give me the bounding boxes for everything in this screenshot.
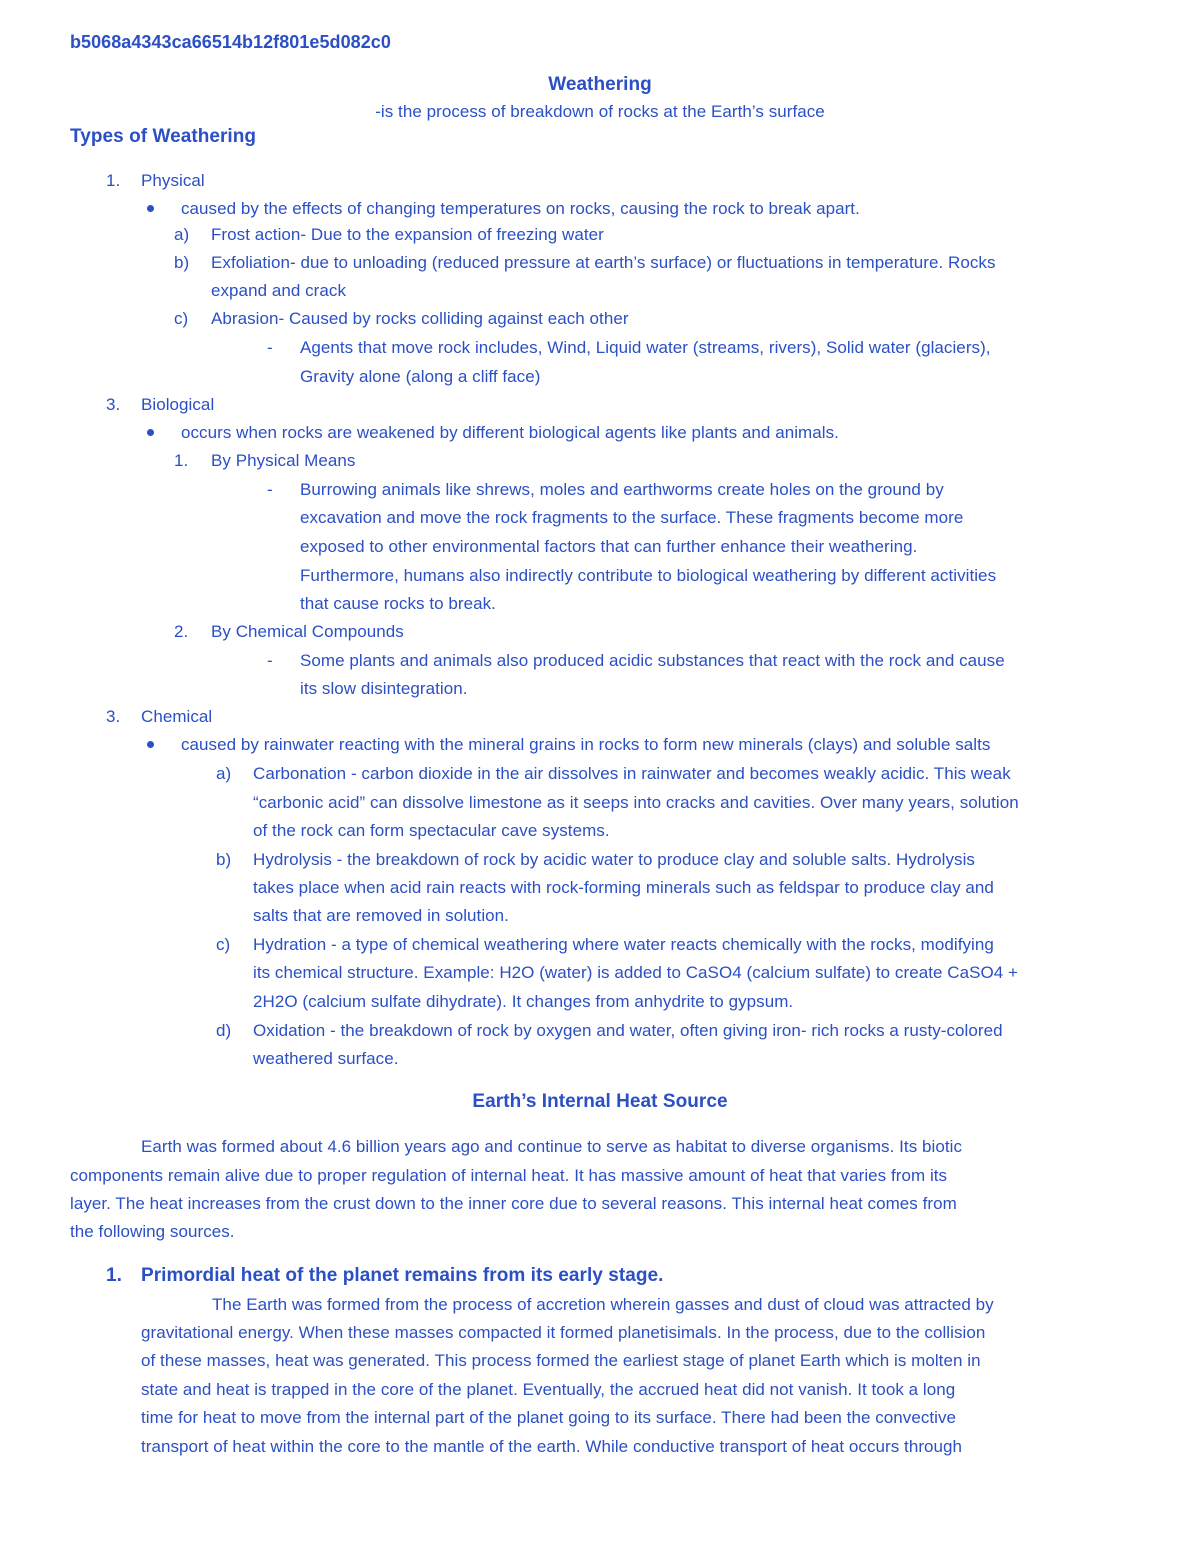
- list-marker: 1.: [174, 451, 189, 470]
- physical-means-line: Furthermore, humans also indirectly contribute to biological weathering by different activities: [300, 566, 997, 585]
- carbonation-line: “carbonic acid” can dissolve limestone as it seeps into cracks and cavities. Over many years, solution: [253, 793, 1019, 812]
- oxidation-line: weathered surface.: [253, 1049, 399, 1068]
- intro-line: the following sources.: [70, 1222, 235, 1241]
- list-marker: 1.: [106, 171, 121, 190]
- abrasion-text: Abrasion- Caused by rocks colliding against each other: [211, 309, 629, 328]
- list-marker: c): [174, 309, 189, 328]
- types-heading: Types of Weathering: [70, 126, 257, 147]
- primordial-heat-line: transport of heat within the core to the mantle of the earth. While conductive transport of heat occurs through: [141, 1437, 963, 1456]
- physical-summary: caused by the effects of changing temperatures on rocks, causing the rock to break apart.: [181, 199, 860, 218]
- physical-means-label: By Physical Means: [211, 451, 356, 470]
- oxidation-line: Oxidation - the breakdown of rock by oxygen and water, often giving iron- rich rocks a rusty-colored: [253, 1021, 1003, 1040]
- dash-marker: -: [267, 651, 273, 670]
- exfoliation-line: Exfoliation- due to unloading (reduced pressure at earth’s surface) or fluctuations in temperature. Rocks: [211, 253, 996, 272]
- hydrolysis-line: salts that are removed in solution.: [253, 906, 509, 925]
- list-marker: b): [174, 253, 190, 272]
- chemical-compounds-line: its slow disintegration.: [300, 679, 468, 698]
- intro-line: components remain alive due to proper regulation of internal heat. It has massive amount of heat that varies from its: [70, 1166, 948, 1185]
- document-id: b5068a4343ca66514b12f801e5d082c0: [70, 32, 391, 52]
- physical-means-line: that cause rocks to break.: [300, 594, 496, 613]
- physical-means-line: exposed to other environmental factors that can further enhance their weathering.: [300, 537, 918, 556]
- abrasion-agents-line: Gravity alone (along a cliff face): [300, 367, 541, 386]
- list-marker: 2.: [174, 622, 189, 641]
- list-marker: b): [216, 850, 232, 869]
- list-marker: d): [216, 1021, 232, 1040]
- bullet-icon: [147, 429, 154, 436]
- physical-means-line: excavation and move the rock fragments to the surface. These fragments become more: [300, 508, 964, 527]
- weathering-title: Weathering: [548, 74, 652, 95]
- hydrolysis-line: Hydrolysis - the breakdown of rock by acidic water to produce clay and soluble salts. Hydrolysis: [253, 850, 975, 869]
- hydration-line: Hydration - a type of chemical weathering where water reacts chemically with the rocks, modifying: [253, 935, 994, 954]
- list-marker: 3.: [106, 395, 121, 414]
- biological-label: Biological: [141, 395, 215, 414]
- physical-means-line: Burrowing animals like shrews, moles and earthworms create holes on the ground by: [300, 480, 944, 499]
- exfoliation-line: expand and crack: [211, 281, 346, 300]
- primordial-heat-heading: Primordial heat of the planet remains from its early stage.: [141, 1265, 664, 1286]
- chemical-compounds-line: Some plants and animals also produced acidic substances that react with the rock and cause: [300, 651, 1005, 670]
- internal-heat-title: Earth’s Internal Heat Source: [472, 1091, 728, 1112]
- biological-summary: occurs when rocks are weakened by different biological agents like plants and animals.: [181, 423, 839, 442]
- carbonation-line: Carbonation - carbon dioxide in the air dissolves in rainwater and becomes weakly acidic. This weak: [253, 764, 1011, 783]
- chemical-compounds-label: By Chemical Compounds: [211, 622, 404, 641]
- bullet-icon: [147, 205, 154, 212]
- intro-line: Earth was formed about 4.6 billion years ago and continue to serve as habitat to diverse organisms. Its biotic: [141, 1137, 963, 1156]
- primordial-heat-line: state and heat is trapped in the core of the planet. Eventually, the accrued heat did not vanish. It took a long: [141, 1380, 956, 1399]
- list-marker: a): [216, 764, 232, 783]
- hydration-line: 2H2O (calcium sulfate dihydrate). It changes from anhydrite to gypsum.: [253, 992, 794, 1011]
- chemical-summary: caused by rainwater reacting with the mineral grains in rocks to form new minerals (clays) and soluble salts: [181, 735, 991, 754]
- weathering-definition: -is the process of breakdown of rocks at the Earth’s surface: [375, 102, 825, 121]
- primordial-heat-line: time for heat to move from the internal part of the planet going to its surface. There had been the convective: [141, 1408, 957, 1427]
- list-marker: c): [216, 935, 231, 954]
- frost-action-text: Frost action- Due to the expansion of freezing water: [211, 225, 604, 244]
- chemical-label: Chemical: [141, 707, 213, 726]
- primordial-heat-line: gravitational energy. When these masses compacted it formed planetisimals. In the process, due to the collision: [141, 1323, 986, 1342]
- dash-marker: -: [267, 338, 273, 357]
- primordial-heat-line: The Earth was formed from the process of accretion wherein gasses and dust of cloud was attracted by: [212, 1295, 994, 1314]
- list-marker: a): [174, 225, 190, 244]
- abrasion-agents-line: Agents that move rock includes, Wind, Liquid water (streams, rivers), Solid water (glaciers),: [300, 338, 991, 357]
- bullet-icon: [147, 741, 154, 748]
- intro-line: layer. The heat increases from the crust down to the inner core due to several reasons. This internal heat comes from: [70, 1194, 957, 1213]
- carbonation-line: of the rock can form spectacular cave systems.: [253, 821, 610, 840]
- physical-label: Physical: [141, 171, 205, 190]
- list-marker: 1.: [106, 1265, 122, 1286]
- dash-marker: -: [267, 480, 273, 499]
- hydration-line: its chemical structure. Example: H2O (water) is added to CaSO4 (calcium sulfate) to create CaSO4 +: [253, 963, 1019, 982]
- primordial-heat-line: of these masses, heat was generated. This process formed the earliest stage of planet Earth which is molten in: [141, 1351, 981, 1370]
- list-marker: 3.: [106, 707, 121, 726]
- hydrolysis-line: takes place when acid rain reacts with rock-forming minerals such as feldspar to produce clay and: [253, 878, 994, 897]
